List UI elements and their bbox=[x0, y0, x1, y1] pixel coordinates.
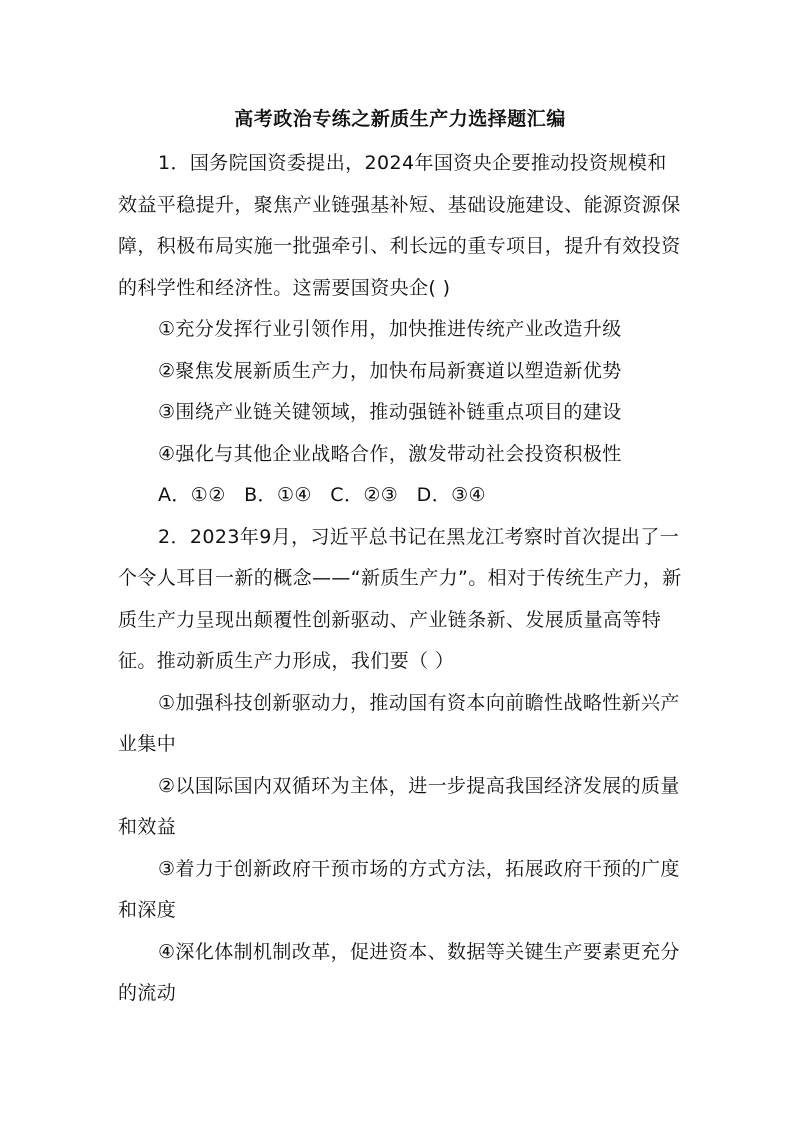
question-2-stem: 2．2023年9月，习近平总书记在黑龙江考察时首次提出了一个令人耳目一新的概念——“新质生产力”。相对于传统生产力，新质生产力呈现出颠覆性创新驱动、产业链条新、发展质量高等特征。推动新质生产力形成，我们要（ ） bbox=[118, 525, 682, 672]
question-1-item-4: ④强化与其他企业战略合作，激发带动社会投资积极性 bbox=[158, 442, 622, 465]
question-1-options bbox=[118, 475, 682, 517]
question-1-item-1: ①充分发挥行业引领作用，加快推进传统产业改造升级 bbox=[158, 318, 622, 340]
question-2-item-1: ①加强科技创新驱动力，推动国有资本向前瞻性战略性新兴产业集中 bbox=[118, 691, 680, 755]
question-1-item-3: ③围绕产业链关键领域，推动强链补链重点项目的建设 bbox=[158, 401, 622, 423]
document-title: 高考政治专练之新质生产力选择题汇编 bbox=[234, 108, 566, 130]
question-2-item-4: ④深化体制机制改革，促进资本、数据等关键生产要素更充分的流动 bbox=[118, 940, 680, 1004]
question-2-item-2: ②以国际国内双循环为主体，进一步提高我国经济发展的质量和效益 bbox=[118, 774, 680, 838]
question-1-item-2: ②聚焦发展新质生产力，加快布局新赛道以塑造新优势 bbox=[158, 359, 622, 382]
option-c: C．②③ bbox=[330, 484, 399, 506]
question-1-stem: 1．国务院国资委提出，2024年国资央企要推动投资规模和效益平稳提升，聚焦产业链强基补短、基础设施建设、能源资源保障，积极布局实施一批强牵引、利长远的重专项目，提升有效投资的科学性和经济性。这需要国资央企( ) bbox=[118, 152, 681, 299]
option-d: D．③④ bbox=[416, 484, 486, 506]
option-a: A．①② bbox=[158, 484, 226, 506]
option-b: B．①④ bbox=[244, 484, 312, 506]
question-2-item-3: ③着力于创新政府干预市场的方式方法，拓展政府干预的广度和深度 bbox=[118, 857, 680, 921]
